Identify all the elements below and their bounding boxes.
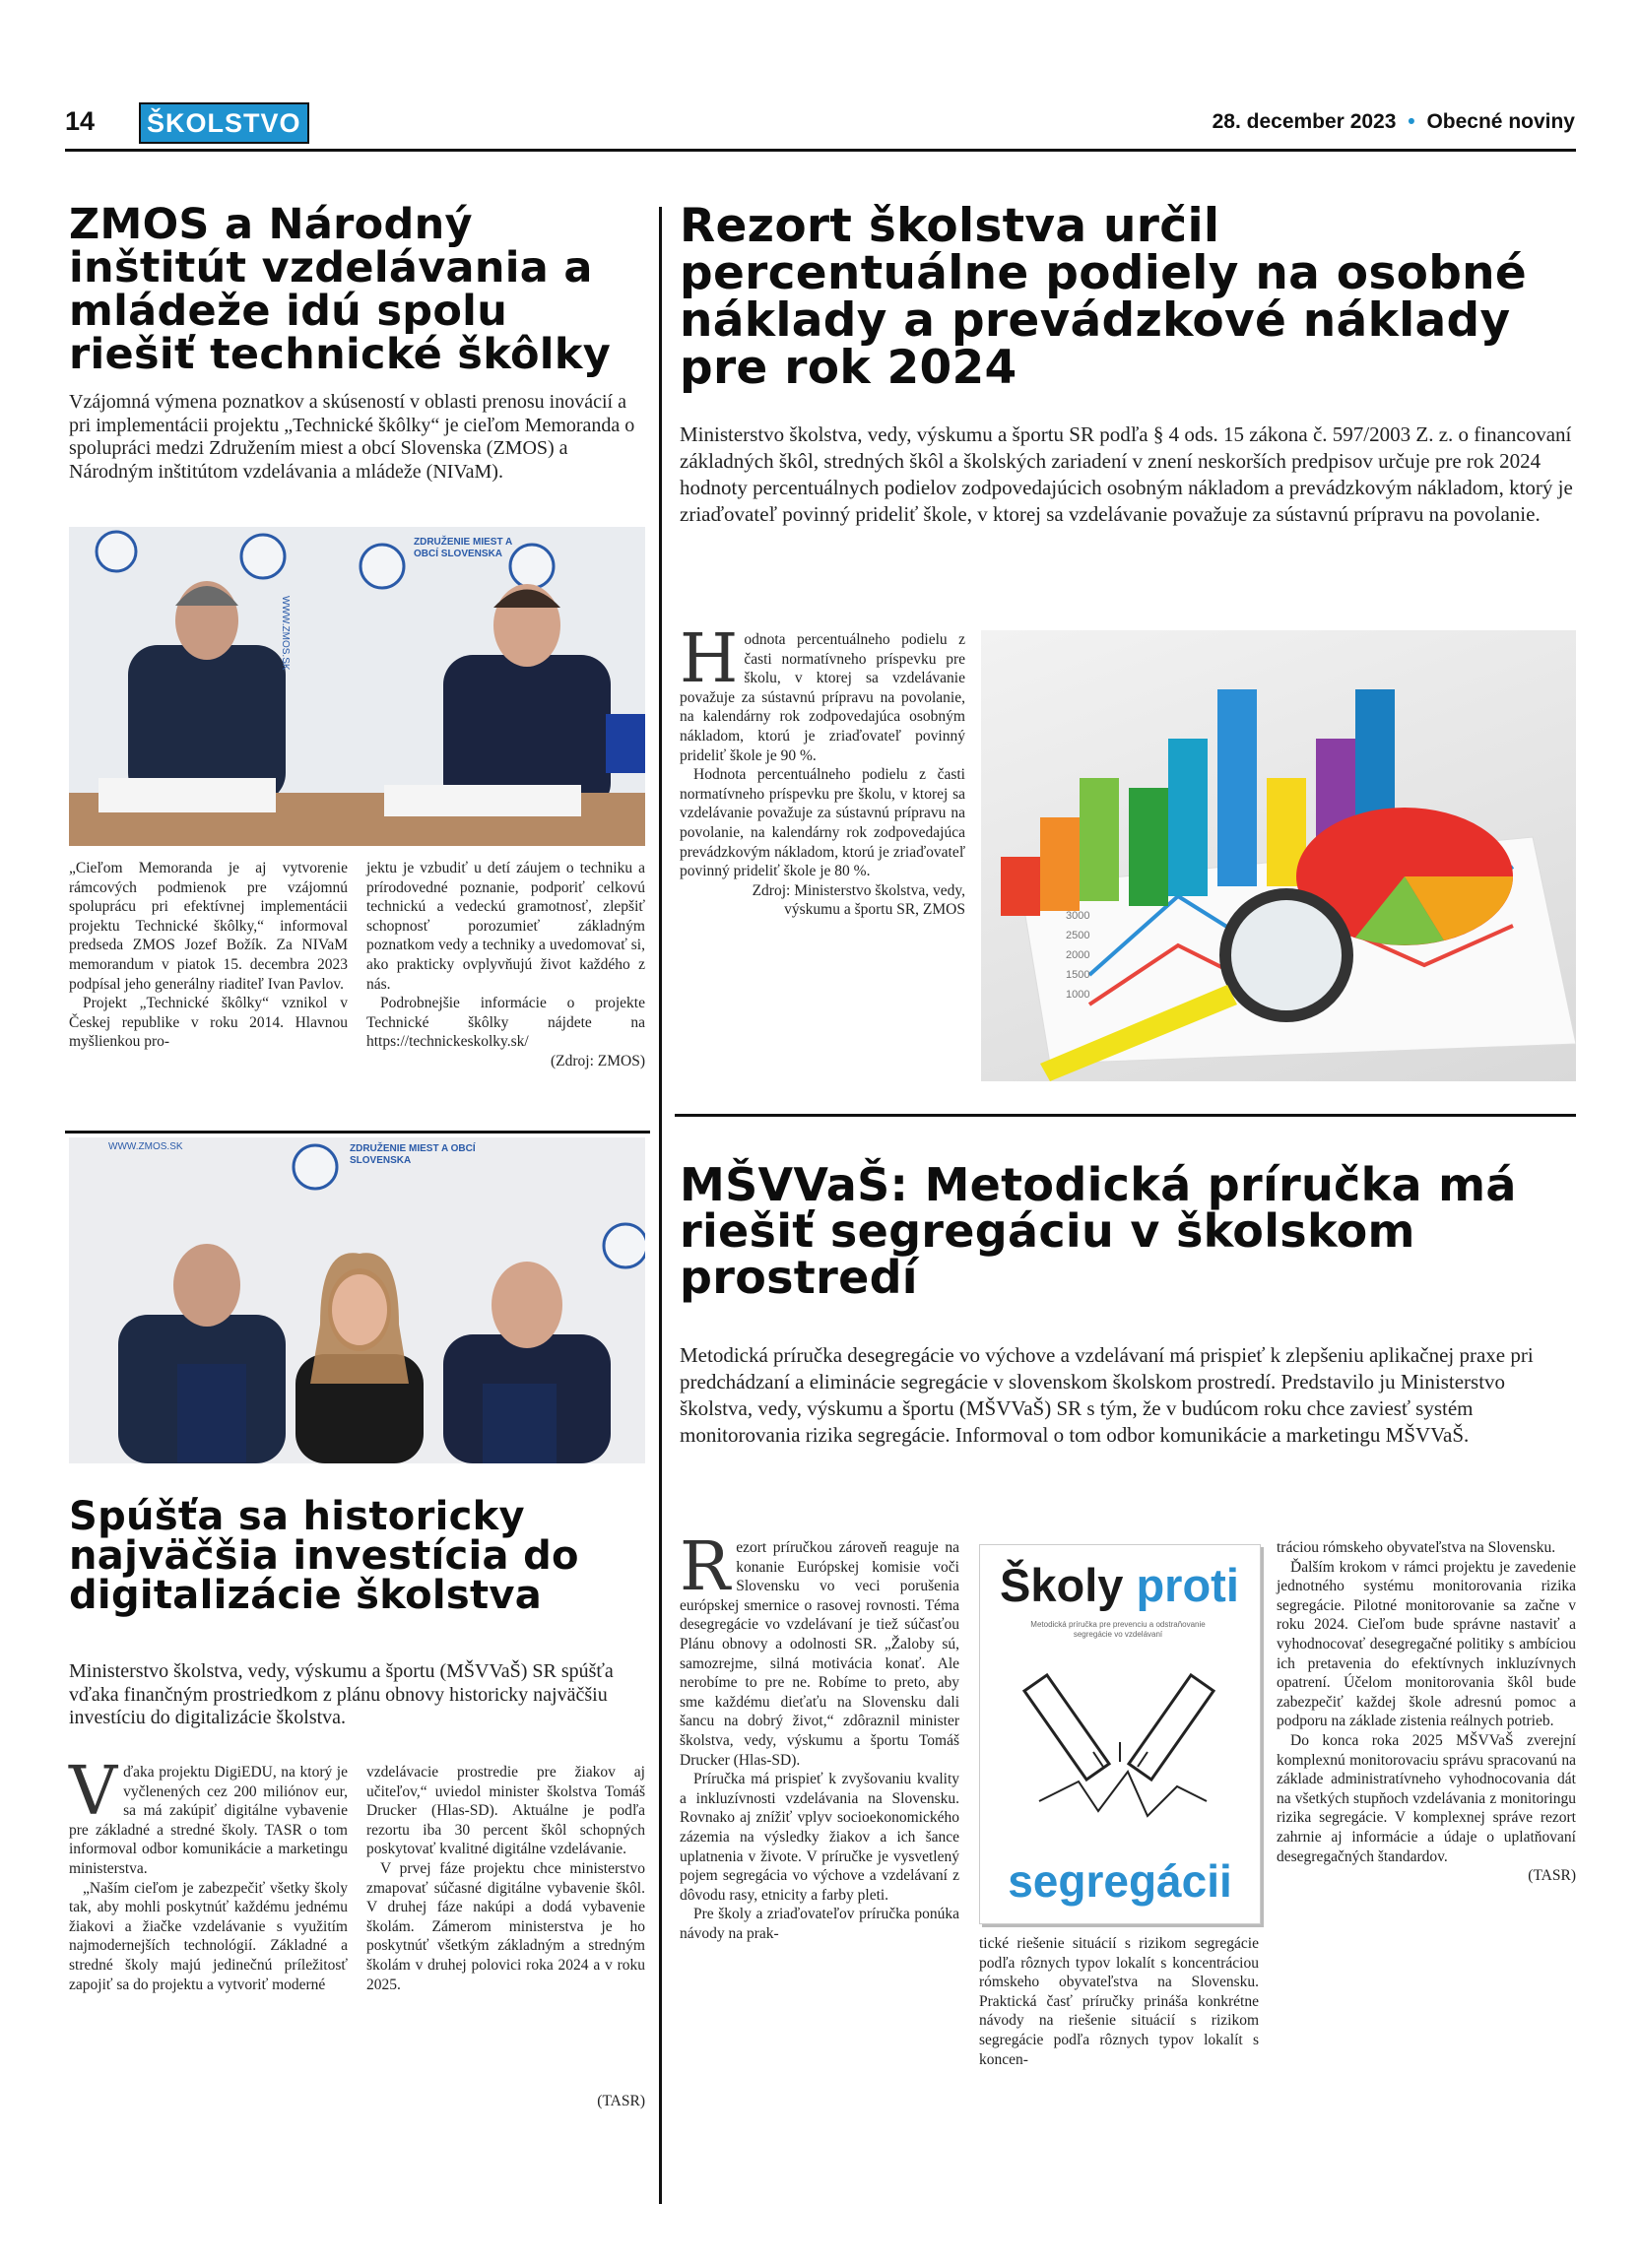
- axis-label-2500: 2500: [1066, 930, 1090, 941]
- zmos-col1-p2: Projekt „Technické škôlky“ vznikol v Českej republike v roku 2014. Hlavnou myšlienkou pro-: [69, 995, 348, 1051]
- book-title-word2: proti: [1136, 1559, 1239, 1611]
- zmos-col2-p2: Podrobnejšie informácie o projekte Technické škôlky nájdete na https://technickeskolky.sk/: [366, 995, 645, 1051]
- rezort-text: [680, 620, 965, 920]
- digital-col2: [366, 1763, 645, 1994]
- header-rule: [65, 149, 1576, 152]
- rezort-source: Zdroj: Ministerstvo školstva, vedy, výskumu a športu SR, ZMOS: [752, 881, 965, 919]
- digital-headline: Spúšťa sa historicky najväčšia investícia do digitalizácie školstva: [69, 1494, 579, 1618]
- msvvas-col1-p1-text: ezort príručkou zároveň reaguje na konanie Európskej komisie voči Slovensku vo veci porušenia európskej smernice o rasovej rovnosti. Téma desegregácie vo vzdelávaní je tiež súčasťou Plánu obnovy a odolnosti SR. „Žaloby sú, samozrejme, silná motivácia konať. Ale nerobíme to pre ne. Robíme to preto, aby sme každému dieťaťu na Slovensku dali šancu na dobrý život,“ zdôraznil minister školstva, vedy, výskumu a športu Tomáš Drucker (Hlas-SD).: [680, 1539, 959, 1769]
- rezort-bottom-rule: [675, 1114, 1576, 1117]
- digital-lead: Ministerstvo školstva, vedy, výskumu a športu (MŠVVaŠ) SR spúšťa vďaka finančným prostriedkom z plánu obnovy historicky najväčšiu investíciu do digitalizácie školstva.: [69, 1660, 614, 1728]
- chart-illustration-svg: [981, 630, 1576, 1081]
- zmos-bottom-rule: [65, 1131, 650, 1134]
- section-label: ŠKOLSTVO: [139, 102, 309, 144]
- msvvas-headline: MŠVVaŠ: Metodická príručka má riešiť segregáciu v školskom prostredí: [680, 1158, 1517, 1304]
- chart-illustration-image: [981, 630, 1576, 1081]
- signing-photo: [69, 527, 645, 846]
- photo-side-text: WWW.ZMOS.SK: [280, 596, 291, 671]
- rezort-p1: [680, 620, 965, 765]
- msvvas-lead: Metodická príručka desegregácie vo výchove a vzdelávaní má prispieť k zlepšeniu aplikačnej praxe pri predchádzaní a eliminácie segregácie v slovenskom školskom prostredí. Predstavilo ju Ministerstvo školstva, vedy, výskumu a športu (MŠVVaŠ) SR s tým, že v budúcom roku chce zaviesť systém monitorovania rizika segregácie. Informoval o tom odbor komunikácie a marketingu MŠVVaŠ.: [680, 1343, 1534, 1447]
- group-photo: [69, 1137, 645, 1463]
- book-title-word3: segregácii: [1008, 1855, 1232, 1907]
- book-title: [1000, 1561, 1239, 1610]
- page-number: 14: [65, 106, 96, 136]
- zmos-lead: Vzájomná výmena poznatkov a skúseností v oblasti prenosu inovácií a pri implementácii projektu „Technické škôlky“ je cieľom Memoranda o spolupráci medzi Združením miest a obcí Slovenska (ZMOS) a Národným inštitútom vzdelávania a mládeže (NIVaM).: [69, 391, 635, 483]
- zmos-source: (Zdroj: ZMOS): [550, 1052, 645, 1069]
- zmos-col2: [366, 859, 645, 1071]
- pencils-illustration: [1000, 1653, 1240, 1850]
- chart-illustration-axis: [1066, 906, 1089, 1004]
- msvvas-col1-p3: Pre školy a zriaďovateľov príručka ponúka návody na prak-: [680, 1906, 959, 1942]
- group-photo-illustration: [69, 1137, 645, 1463]
- axis-label-2000: 2000: [1066, 949, 1090, 961]
- zmos-headline: ZMOS a Národný inštitút vzdelávania a mládeže idú spolu riešiť technické škôlky: [69, 200, 612, 379]
- rezort-headline: Rezort školstva určil percentuálne podiely na osobné náklady a prevádzkové náklady pre rok 2024: [680, 199, 1528, 395]
- book-subtitle: Metodická príručka pre prevenciu a odstraňovanie segregácie vo vzdelávaní: [1030, 1620, 1206, 1639]
- msvvas-col2-p1: tické riešenie situácií s rizikom segregácie podľa rôznych typov lokalít s koncentráciou rómskeho obyvateľstva na Slovensku. Praktická časť príručky prináša konkrétne návody na riešenie situácií s rizikom segregácie podľa rôznych typov lokalít s koncen-: [979, 1935, 1259, 2068]
- axis-label-3000: 3000: [1066, 910, 1090, 922]
- photo-banner-text: ZDRUŽENIE MIEST A OBCÍ SLOVENSKA: [414, 537, 512, 559]
- column-divider: [659, 207, 662, 2204]
- digital-drop-cap: V: [69, 1753, 118, 1831]
- group-photo-side-text: WWW.ZMOS.SK: [108, 1141, 183, 1152]
- group-photo-banner-text: ZDRUŽENIE MIEST A OBCÍ SLOVENSKA: [350, 1143, 476, 1166]
- msvvas-col1-p2: Príručka má prispieť k zvyšovaniu kvality a inkluzívnosti vzdelávania na Slovensku. Rovnako aj znížiť vplyv socioekonomického zázemia na výsledky žiakov a ich šance uplatnenia v živote. V príručke je vysvetlený pojem segregácia vo výchove a vzdelávaní z dôvodu rasy, etnicity a farby pleti.: [680, 1771, 959, 1904]
- rezort-drop-cap: H: [680, 620, 739, 698]
- digital-col1-p1-text: ďaka projektu DigiEDU, na ktorý je vyčlenených cez 200 miliónov eur, sa má zakúpiť digitálne vybavenie pre základné a stredné školy. TASR o tom informoval odbor komunikácie a marketingu ministerstva.: [69, 1764, 348, 1877]
- digital-col2-p2: V prvej fáze projektu chce ministerstvo zmapovať súčasné digitálne vybavenie škôl. V druhej fáze nakúpi a dodá vybavenie školám. Zámerom ministerstva je ho poskytnúť všetkým základným a stredným školám v druhej polovici roka 2024 a v roku 2025.: [366, 1859, 645, 1993]
- axis-label-1000: 1000: [1066, 989, 1090, 1001]
- digital-col1-p2: „Naším cieľom je zabezpečiť všetky školy tak, aby mohli poskytnúť každému jednému žiakovi a žiačke vzdelávanie s využitím najmodernejších technológií. Základné a stredné školy majú jedinečnú príležitosť zapojiť sa do projektu a vytvoriť moderné: [69, 1879, 348, 1993]
- msvvas-col3-p2: Ďalším krokom v rámci projektu je zavedenie jednotného systému monitorovania rizika segregácie. Pilotné monitorovanie sa začne v roku 2024. Cieľom bude správne nastaviť a vyhodnocovať desegregačné politiky s ambíciou ich pretavenia do efektívnych inkluzívnych opatrení. Účelom monitorovania škôl bude zabezpečiť každej škole adresnú pomoc a podporu na základe zistenia reálnych potrieb.: [1277, 1558, 1576, 1730]
- publication-name: Obecné noviny: [1426, 110, 1575, 133]
- book-cover: [979, 1544, 1261, 1924]
- msvvas-col3-p3: Do konca roka 2025 MŠVVaŠ zverejní komplexnú monitorovaciu správu spracovanú na základe administratívneho vyhodnocovania dát na všetkých stupňoch vzdelávania z monitoringu rizika segregácie. V komplexnej správe rezort zahrnie aj informácie a údaje o uplatňovaní desegregačných štandardov.: [1277, 1731, 1576, 1865]
- msvvas-drop-cap: R: [680, 1528, 731, 1606]
- digital-source: (TASR): [597, 2093, 645, 2109]
- msvvas-col2: [979, 1934, 1259, 2069]
- msvvas-col1: [680, 1528, 959, 1943]
- digital-col1: [69, 1753, 348, 1994]
- axis-label-1500: 1500: [1066, 969, 1090, 981]
- msvvas-col3: [1277, 1538, 1576, 1886]
- digital-col1-p1: [69, 1753, 348, 1879]
- signing-photo-illustration: [69, 527, 645, 846]
- msvvas-source: (TASR): [1528, 1867, 1576, 1885]
- issue-date: 28. december 2023: [1212, 110, 1397, 133]
- zmos-col2-p1: jektu je vzbudiť u detí záujem o techniku a prírodovedné poznanie, podporiť celkovú technickú a vedeckú gramotnosť, zlepšiť schopnosť porozumieť základným poznatkom vedy a techniky a uvedomovať si, ako prakticky ovplyvňujú život každého z nás.: [366, 860, 645, 993]
- issue-info: [1213, 110, 1575, 134]
- rezort-p1-text: odnota percentuálneho podielu z časti normatívneho príspevku pre školu, v ktorej sa vzdelávanie považuje za sústavnú prípravu na povolanie, na kalendárny rok zodpovedajúca osobným nákladom, ktorú je zriaďovateľ povinný prideliť škole je 90 %.: [680, 631, 965, 764]
- separator-bullet: •: [1408, 110, 1415, 133]
- msvvas-col1-p1: [680, 1528, 959, 1770]
- zmos-col1: [69, 859, 348, 1052]
- rezort-lead: Ministerstvo školstva, vedy, výskumu a športu SR podľa § 4 ods. 15 zákona č. 597/2003 Z. z. o financovaní základných škôl, stredných škôl a školských zariadení v znení neskorších predpisov určuje pre rok 2024 hodnoty percentuálnych podielov zodpovedajúcich osobným nákladom a prevádzkovým nákladom, ktorý je zriaďovateľ povinný prideliť škole, v ktorej sa vzdelávanie považuje za sústavnú prípravu na povolanie.: [680, 422, 1573, 526]
- rezort-p2: Hodnota percentuálneho podielu z časti normatívneho príspevku pre školu, v ktorej sa vzdelávanie považuje za sústavnú prípravu na povolanie, na kalendárny rok zodpovedajúca prevádzkovým nákladom, ktorú je zriaďovateľ povinný prideliť škole je 80 %.: [680, 766, 965, 880]
- book-title-word1: Školy: [1000, 1559, 1124, 1611]
- msvvas-col3-p1: tráciou rómskeho obyvateľstva na Slovensku.: [1277, 1539, 1556, 1556]
- digital-col2-p1: vzdelávacie prostredie pre žiakov aj učiteľov,“ uviedol minister školstva Tomáš Drucker (Hlas-SD). Aktuálne je podľa rezortu iba 30 percent škôl schopných poskytovať kvalitné digitálne vzdelávanie.: [366, 1764, 645, 1858]
- zmos-col1-p1: „Cieľom Memoranda je aj vytvorenie rámcových podmienok pre vzájomnú spoluprácu pri efektívnej implementácii projektu Technické škôlky,“ informoval predseda ZMOS Jozef Božík. Za NIVaM memorandum v piatok 15. decembra 2023 podpísal jeho generálny riaditeľ Ivan Pavlov.: [69, 860, 348, 993]
